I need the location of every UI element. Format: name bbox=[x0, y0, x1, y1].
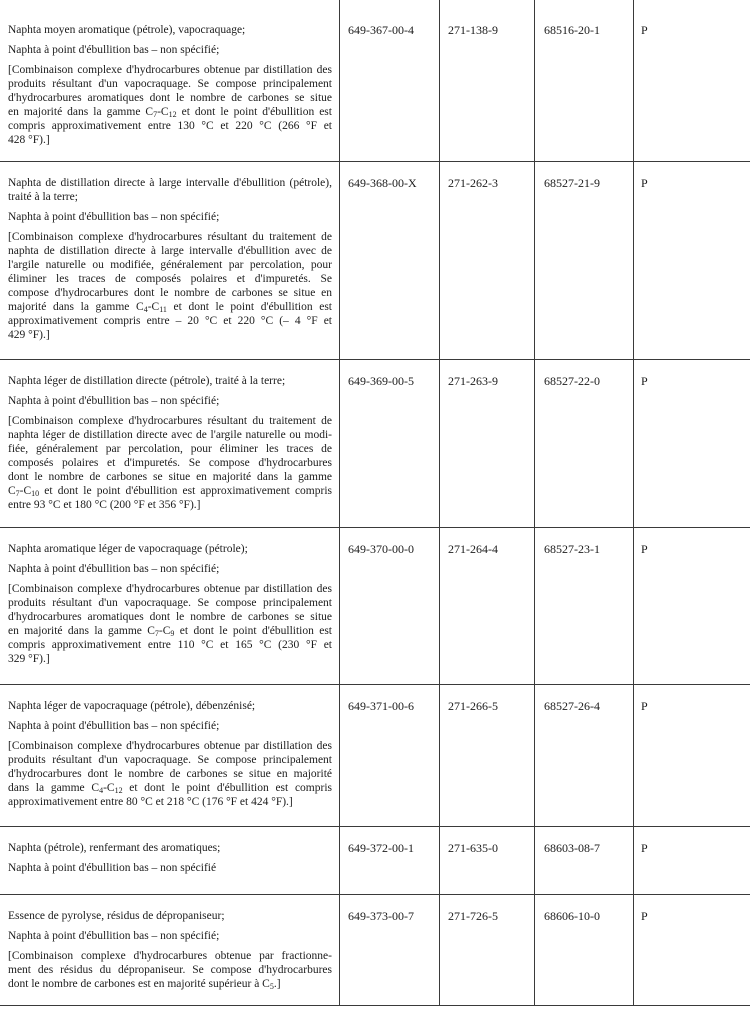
index-number: 649-370-00-0 bbox=[340, 528, 440, 684]
text-line: produits résultant d'un vapocraquage. Se compose principalement bbox=[8, 78, 332, 90]
text-line: traité à la terre; bbox=[8, 191, 78, 203]
notes: P bbox=[641, 699, 648, 713]
table-row bbox=[0, 360, 750, 528]
text-line: dont le nombre de carbones se situe en majorité dans la gamme bbox=[8, 471, 332, 483]
description bbox=[8, 739, 332, 809]
text-segment: -C bbox=[147, 301, 160, 313]
text-line: [Combinaison complexe d'hydrocarbures obtenue par distillation des bbox=[8, 583, 332, 595]
notes: P bbox=[641, 176, 648, 190]
text-line bbox=[8, 105, 332, 119]
text-segment: et dont le point d'ébullition est bbox=[176, 106, 332, 118]
text-segment: en majorité dans la gamme C bbox=[8, 625, 155, 637]
synonym bbox=[8, 562, 332, 576]
description bbox=[8, 582, 332, 666]
text-line: éliminer les traces de composés polaires et d'impuretés. Se bbox=[8, 273, 332, 285]
substance-name-cell bbox=[0, 528, 340, 684]
subscript: 11 bbox=[159, 305, 167, 314]
text-line: compose d'hydrocarbures dont le nombre de carbones se situe en bbox=[8, 287, 332, 299]
table-row bbox=[0, 685, 750, 827]
cas-number: 68603-08-7 bbox=[535, 827, 634, 894]
text-line: fiée, généralement par percolation, pour éliminer les traces de bbox=[8, 443, 332, 455]
subscript: 5 bbox=[269, 982, 274, 991]
index-number: 649-372-00-1 bbox=[340, 827, 440, 894]
cas-number: 68516-20-1 bbox=[535, 0, 634, 161]
cas-number: 68606-10-0 bbox=[535, 895, 634, 1005]
text-line: produits résultant d'un vapocraquage. Se compose principalement bbox=[8, 754, 332, 766]
substance-name-cell bbox=[0, 685, 340, 826]
text-line: approximativement entre 80 °C et 218 °C (176 °F et 424 °F).] bbox=[8, 796, 293, 808]
text-segment: -C bbox=[158, 625, 171, 637]
text-line: Naphta aromatique léger de vapocraquage (pétrole); bbox=[8, 543, 248, 555]
text-line: Naphta léger de distillation directe (pétrole), traité à la terre; bbox=[8, 375, 286, 387]
chemical-name bbox=[8, 909, 332, 923]
chemical-name bbox=[8, 841, 332, 855]
text-line: ment des résidus du dépropaniseur. Se compose d'hydrocarbures bbox=[8, 964, 332, 976]
text-line: approximativement compris entre – 20 °C et 220 °C (– 4 °F et bbox=[8, 315, 332, 327]
synonym bbox=[8, 394, 332, 408]
cas-number: 68527-23-1 bbox=[535, 528, 634, 684]
text-line: Naphta moyen aromatique (pétrole), vapocraquage; bbox=[8, 24, 246, 36]
index-number: 649-367-00-4 bbox=[340, 0, 440, 161]
text-line bbox=[8, 977, 332, 991]
description bbox=[8, 63, 332, 147]
ec-number: 271-726-5 bbox=[440, 895, 535, 1005]
subscript: 12 bbox=[114, 786, 123, 795]
text-line: 428 °F).] bbox=[8, 134, 50, 146]
table-row bbox=[0, 895, 750, 1006]
synonym bbox=[8, 861, 332, 875]
substance-name-cell bbox=[0, 360, 340, 527]
text-line: naphta de distillation directe à large intervalle d'ébullition avec de bbox=[8, 245, 332, 257]
text-line: d'hydrocarbures dont le nombre de carbones se situe en majorité bbox=[8, 768, 332, 780]
text-line: Naphta à point d'ébullition bas – non spécifié; bbox=[8, 563, 220, 575]
cas-number: 68527-22-0 bbox=[535, 360, 634, 527]
ec-number: 271-138-9 bbox=[440, 0, 535, 161]
text-line: Naphta à point d'ébullition bas – non spécifié; bbox=[8, 720, 220, 732]
text-line: compris approximativement entre 110 °C et 165 °C (230 °F et bbox=[8, 639, 332, 651]
index-number: 649-369-00-5 bbox=[340, 360, 440, 527]
substance-name-cell bbox=[0, 162, 340, 359]
synonym bbox=[8, 210, 332, 224]
text-line: Naphta de distillation directe à large intervalle d'ébullition (pétrole), bbox=[8, 177, 332, 189]
index-number: 649-371-00-6 bbox=[340, 685, 440, 826]
text-line: [Combinaison complexe d'hydrocarbures obtenue par fractionne- bbox=[8, 950, 332, 962]
text-segment: dont le nombre de carbones est en majorité supérieur à C bbox=[8, 978, 270, 990]
chemical-name bbox=[8, 699, 332, 713]
cas-number: 68527-21-9 bbox=[535, 162, 634, 359]
index-number: 649-373-00-7 bbox=[340, 895, 440, 1005]
text-line: 329 °F).] bbox=[8, 653, 50, 665]
text-segment: et dont le point d'ébullition est bbox=[166, 301, 332, 313]
subscript: 9 bbox=[170, 629, 175, 638]
text-line: [Combinaison complexe d'hydrocarbures résultant du traitement de bbox=[8, 231, 332, 243]
text-segment: -C bbox=[19, 485, 32, 497]
description bbox=[8, 414, 332, 512]
text-line: Essence de pyrolyse, résidus de dépropaniseur; bbox=[8, 910, 225, 922]
substance-name-cell bbox=[0, 827, 340, 894]
text-segment: -C bbox=[103, 782, 115, 794]
text-segment: et dont le point d'ébullition est compris bbox=[122, 782, 332, 794]
chemical-name bbox=[8, 23, 332, 37]
ec-number: 271-262-3 bbox=[440, 162, 535, 359]
chemical-name bbox=[8, 176, 332, 204]
text-line: produits résultant d'un vapocraquage. Se compose principalement bbox=[8, 597, 332, 609]
table-row bbox=[0, 827, 750, 895]
table-row bbox=[0, 162, 750, 360]
ec-number: 271-266-5 bbox=[440, 685, 535, 826]
text-line: compris approximativement entre 130 °C et 220 °C (266 °F et bbox=[8, 120, 332, 132]
table-row bbox=[0, 528, 750, 685]
text-line: composés polaires et d'impuretés. Se compose d'hydrocarbures bbox=[8, 457, 332, 469]
text-line: [Combinaison complexe d'hydrocarbures résultant du traitement de bbox=[8, 415, 332, 427]
description bbox=[8, 949, 332, 991]
notes: P bbox=[641, 841, 648, 855]
text-segment: et dont le point d'ébullition est approximativement compris bbox=[39, 485, 332, 497]
cas-number: 68527-26-4 bbox=[535, 685, 634, 826]
text-line: [Combinaison complexe d'hydrocarbures obtenue par distillation des bbox=[8, 740, 332, 752]
text-line: Naphta à point d'ébullition bas – non spécifié; bbox=[8, 395, 220, 407]
substance-name-cell bbox=[0, 0, 340, 161]
chemical-name bbox=[8, 374, 332, 388]
text-line: Naphta à point d'ébullition bas – non spécifié; bbox=[8, 44, 220, 56]
text-line: Naphta à point d'ébullition bas – non spécifié; bbox=[8, 211, 220, 223]
notes: P bbox=[641, 909, 648, 923]
substance-name-cell bbox=[0, 895, 340, 1005]
subscript: 7 bbox=[15, 489, 20, 498]
text-line: l'argile naturelle ou modifiée, généralement par percolation, pour bbox=[8, 259, 332, 271]
subscript: 7 bbox=[153, 110, 158, 119]
ec-number: 271-635-0 bbox=[440, 827, 535, 894]
subscript: 4 bbox=[99, 786, 104, 795]
text-line: Naphta (pétrole), renfermant des aromatiques; bbox=[8, 842, 221, 854]
notes: P bbox=[641, 374, 648, 388]
notes: P bbox=[641, 23, 648, 37]
text-line: [Combinaison complexe d'hydrocarbures obtenue par distillation des bbox=[8, 64, 332, 76]
subscript: 10 bbox=[31, 489, 40, 498]
text-line: Naphta à point d'ébullition bas – non spécifié; bbox=[8, 930, 220, 942]
subscript: 4 bbox=[143, 305, 148, 314]
text-segment: et dont le point d'ébullition est bbox=[174, 625, 332, 637]
text-line: entre 93 °C et 180 °C (200 °F et 356 °F).] bbox=[8, 499, 201, 511]
text-segment: -C bbox=[157, 106, 169, 118]
text-line: 429 °F).] bbox=[8, 329, 50, 341]
ec-number: 271-264-4 bbox=[440, 528, 535, 684]
text-line: Naphta léger de vapocraquage (pétrole), débenzénisé; bbox=[8, 700, 256, 712]
synonym bbox=[8, 719, 332, 733]
text-line bbox=[8, 484, 332, 498]
description bbox=[8, 230, 332, 342]
text-segment: dans la gamme C bbox=[8, 782, 100, 794]
table-row bbox=[0, 0, 750, 162]
text-segment: en majorité dans la gamme C bbox=[8, 106, 154, 118]
text-segment: .] bbox=[273, 978, 281, 990]
notes: P bbox=[641, 542, 648, 556]
subscript: 7 bbox=[154, 629, 159, 638]
text-segment: C bbox=[8, 485, 16, 497]
index-number: 649-368-00-X bbox=[340, 162, 440, 359]
text-line: d'hydrocarbures aromatiques dont le nombre de carbones se situe bbox=[8, 611, 332, 623]
synonym bbox=[8, 43, 332, 57]
text-line bbox=[8, 300, 332, 314]
text-line bbox=[8, 624, 332, 638]
synonym bbox=[8, 929, 332, 943]
ec-number: 271-263-9 bbox=[440, 360, 535, 527]
text-line: d'hydrocarbures aromatiques dont le nombre de carbones se situe bbox=[8, 92, 332, 104]
chemical-name bbox=[8, 542, 332, 556]
text-line bbox=[8, 781, 332, 795]
text-line: Naphta à point d'ébullition bas – non spécifié bbox=[8, 862, 217, 874]
text-segment: majorité dans la gamme C bbox=[8, 301, 144, 313]
subscript: 12 bbox=[168, 110, 177, 119]
text-line: naphta léger de distillation directe avec de l'argile naturelle ou modi- bbox=[8, 429, 332, 441]
